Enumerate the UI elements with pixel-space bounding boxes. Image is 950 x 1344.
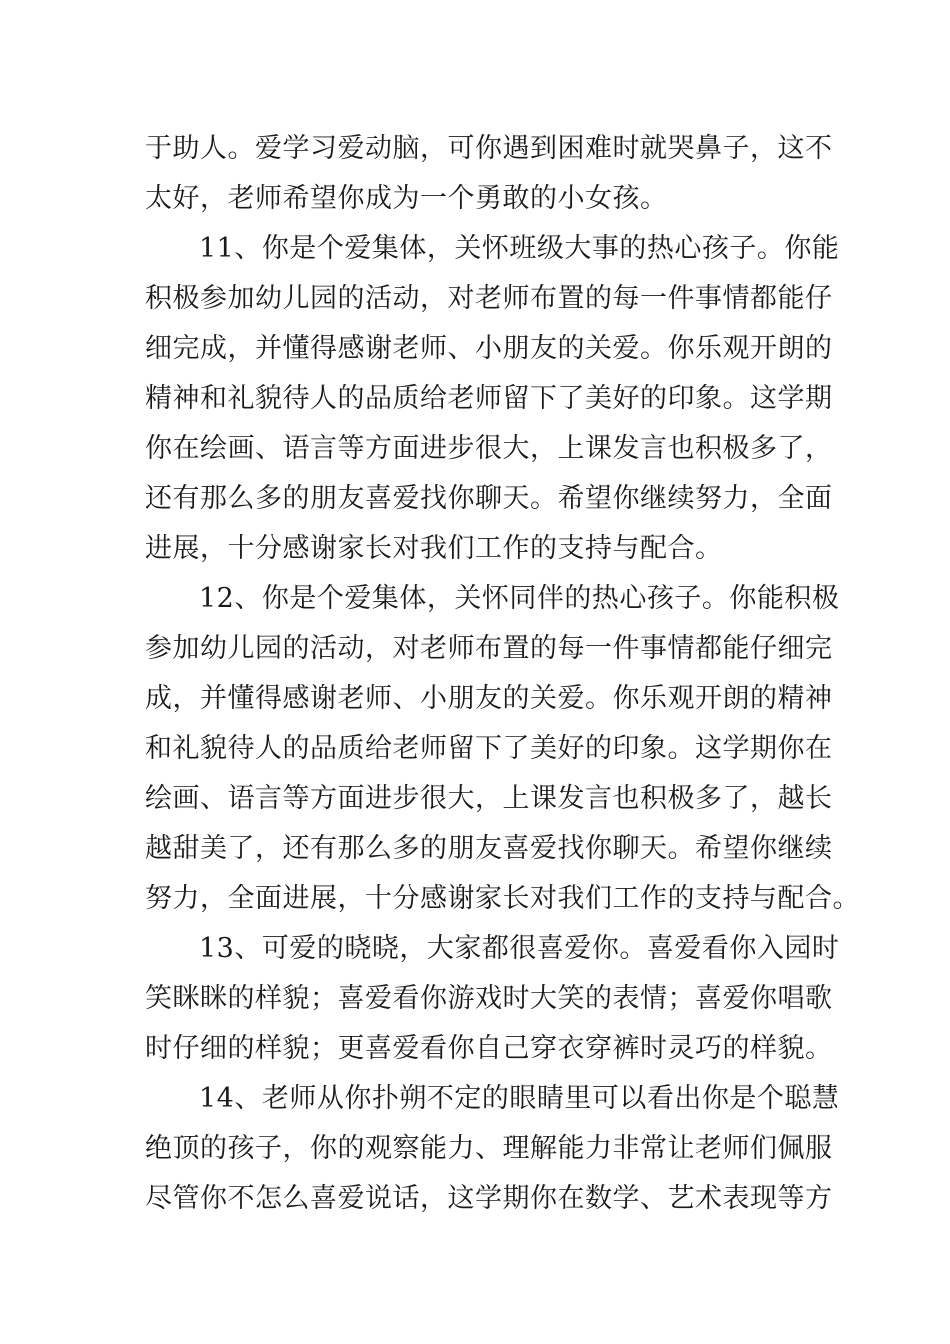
text-line: 参加幼儿园的活动，对老师布置的每一件事情都能仔细完	[145, 633, 833, 664]
text-line: 细完成，并懂得感谢老师、小朋友的关爱。你乐观开朗的	[145, 333, 833, 364]
paragraph-12-start: 12、你是个爱集体，关怀同伴的热心孩子。你能积极	[199, 583, 840, 614]
paragraph-13-start: 13、可爱的晓晓，大家都很喜爱你。喜爱看你入园时	[199, 933, 840, 964]
text-line: 时仔细的样貌；更喜爱看你自己穿衣穿裤时灵巧的样貌。	[145, 1033, 833, 1064]
text-line: 笑眯眯的样貌；喜爱看你游戏时大笑的表情；喜爱你唱歌	[145, 983, 833, 1014]
text-line: 努力，全面进展，十分感谢家长对我们工作的支持与配合。	[145, 883, 860, 914]
text-line: 尽管你不怎么喜爱说话，这学期你在数学、艺术表现等方	[145, 1183, 833, 1214]
text-line: 绘画、语言等方面进步很大，上课发言也积极多了，越长	[145, 783, 833, 814]
text-line: 还有那么多的朋友喜爱找你聊天。希望你继续努力，全面	[145, 483, 833, 514]
text-line: 和礼貌待人的品质给老师留下了美好的印象。这学期你在	[145, 733, 833, 764]
paragraph-14-start: 14、老师从你扑朔不定的眼睛里可以看出你是个聪慧	[199, 1083, 840, 1114]
text-line: 精神和礼貌待人的品质给老师留下了美好的印象。这学期	[145, 383, 833, 414]
text-line: 于助人。爱学习爱动脑，可你遇到困难时就哭鼻子，这不	[145, 133, 833, 164]
text-line: 太好，老师希望你成为一个勇敢的小女孩。	[145, 183, 668, 214]
text-line: 你在绘画、语言等方面进步很大，上课发言也积极多了，	[145, 433, 833, 464]
paragraph-11-start: 11、你是个爱集体，关怀班级大事的热心孩子。你能	[199, 233, 840, 264]
text-line: 积极参加幼儿园的活动，对老师布置的每一件事情都能仔	[145, 283, 833, 314]
text-line: 绝顶的孩子，你的观察能力、理解能力非常让老师们佩服	[145, 1133, 833, 1164]
text-line: 成，并懂得感谢老师、小朋友的关爱。你乐观开朗的精神	[145, 683, 833, 714]
text-line: 进展，十分感谢家长对我们工作的支持与配合。	[145, 533, 723, 564]
text-line: 越甜美了，还有那么多的朋友喜爱找你聊天。希望你继续	[145, 833, 833, 864]
